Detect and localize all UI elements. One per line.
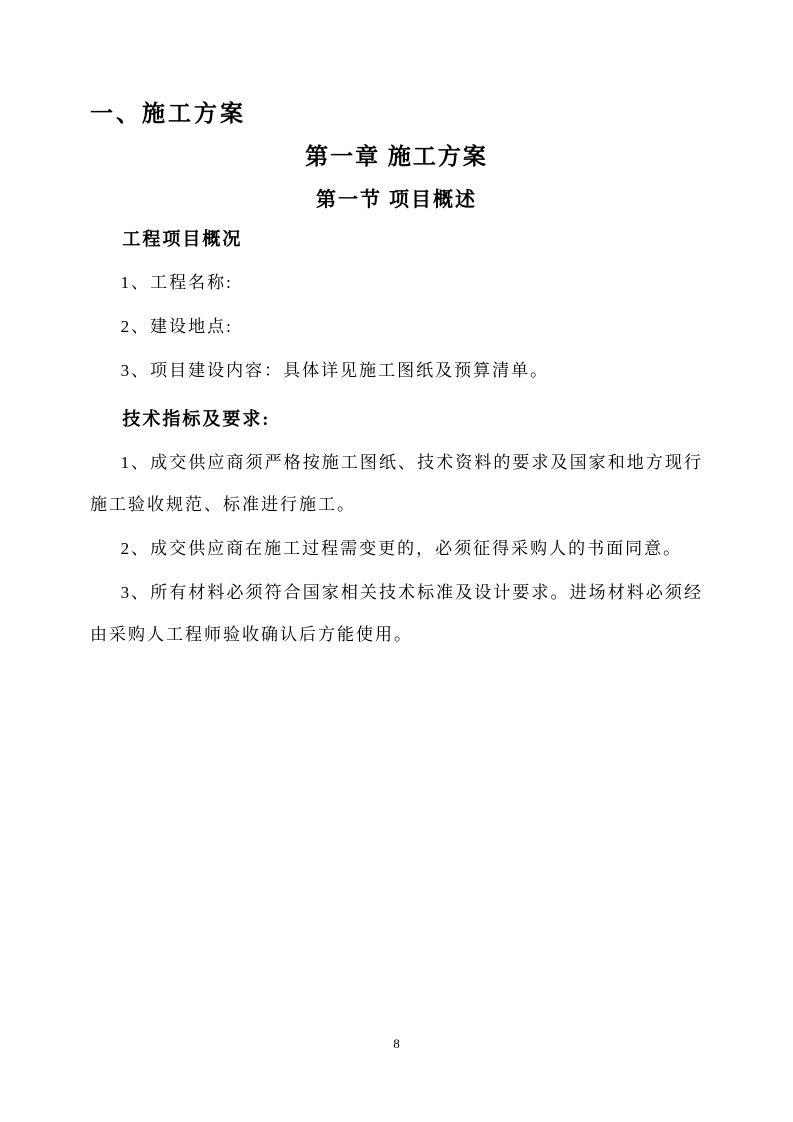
overview-item-1: 1、工程名称: [120, 273, 233, 292]
overview-title: 工程项目概况 [122, 229, 243, 249]
chapter-heading: 第一章 施工方案 [305, 144, 488, 169]
page-number: 8 [393, 1036, 400, 1051]
overview-item-2: 2、建设地点: [120, 317, 233, 336]
section-heading: 第一节 项目概述 [316, 189, 477, 211]
overview-item-3: 3、项目建设内容：具体详见施工图纸及预算清单。 [120, 361, 550, 380]
requirements-item-2: 2、成交供应商在施工过程需变更的，必须征得采购人的书面同意。 [120, 539, 683, 558]
requirements-item-1: 1、成交供应商须严格按施工图纸、技术资料的要求及国家和地方现行施工验收规范、标准进行施工。 [90, 453, 703, 514]
requirements-item-3: 3、所有材料必须符合国家相关技术标准及设计要求。进场材料必须经由采购人工程师验收确认后方能使用。 [90, 583, 703, 644]
requirements-title: 技术指标及要求: [122, 409, 271, 429]
section-heading-level1: 一、施工方案 [90, 101, 246, 126]
